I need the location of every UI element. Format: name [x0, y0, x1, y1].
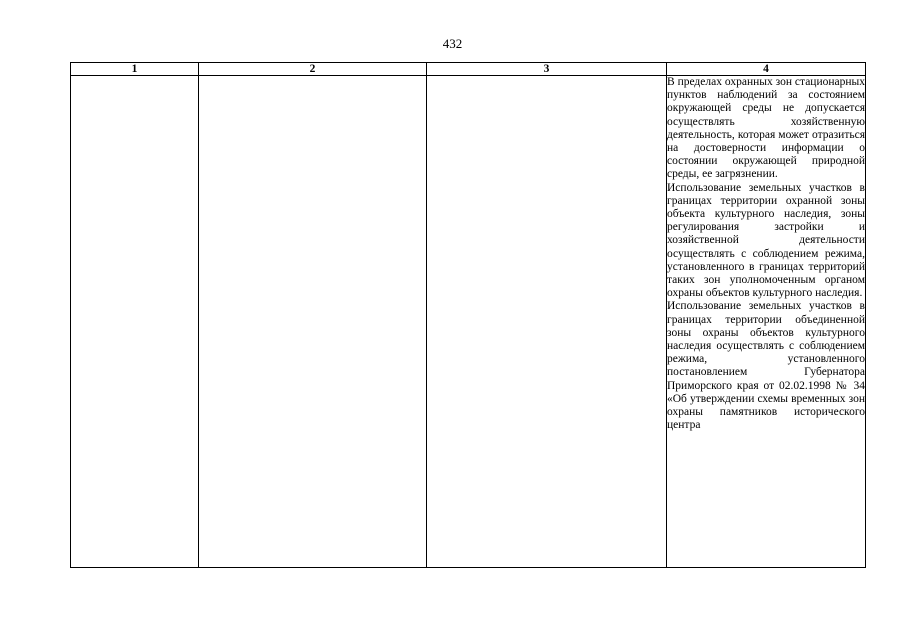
- table-header-row: [71, 63, 866, 76]
- table-cell-col2: [199, 76, 427, 568]
- paragraph-monitoring-zones: В пределах охранных зон стационарных пунктов наблюдений за состоянием окружающей среды не допускается осуществлять хозяйственную деятельность, которая может отразиться на достоверности информации о состоянии окружающей природной среды, ее загрязнении.: [667, 76, 865, 181]
- table-cell-col4: [667, 76, 866, 568]
- paragraph-heritage-protection-zone: Использование земельных участков в границах территории охранной зоны объекта культурного наследия, зоны регулирования застройки и хозяйственной деятельности осуществлять с соблюдением режима, установленного в границах территорий таких зон уполномоченным органом охраны объектов культурного наследия.: [667, 181, 865, 300]
- column-header-3: 3: [427, 63, 667, 76]
- column-header-2: 2: [199, 63, 427, 76]
- paragraph-united-heritage-zone: Использование земельных участков в границах территории объединенной зоны охраны объектов культурного наследия осуществлять с соблюдением режима, установленного постановлением Губернатора Приморского края от 02.02.1998 № 34 «Об утверждении схемы временных зон охраны памятников исторического центра: [667, 300, 865, 432]
- regulations-table: [70, 62, 866, 568]
- table-row: [71, 76, 866, 568]
- column-header-4: 4: [667, 63, 866, 76]
- col4-text-block: [667, 76, 865, 567]
- table-cell-col1: [71, 76, 199, 568]
- page-number: 432: [442, 36, 463, 51]
- table-cell-col3: [427, 76, 667, 568]
- column-header-1: 1: [71, 63, 199, 76]
